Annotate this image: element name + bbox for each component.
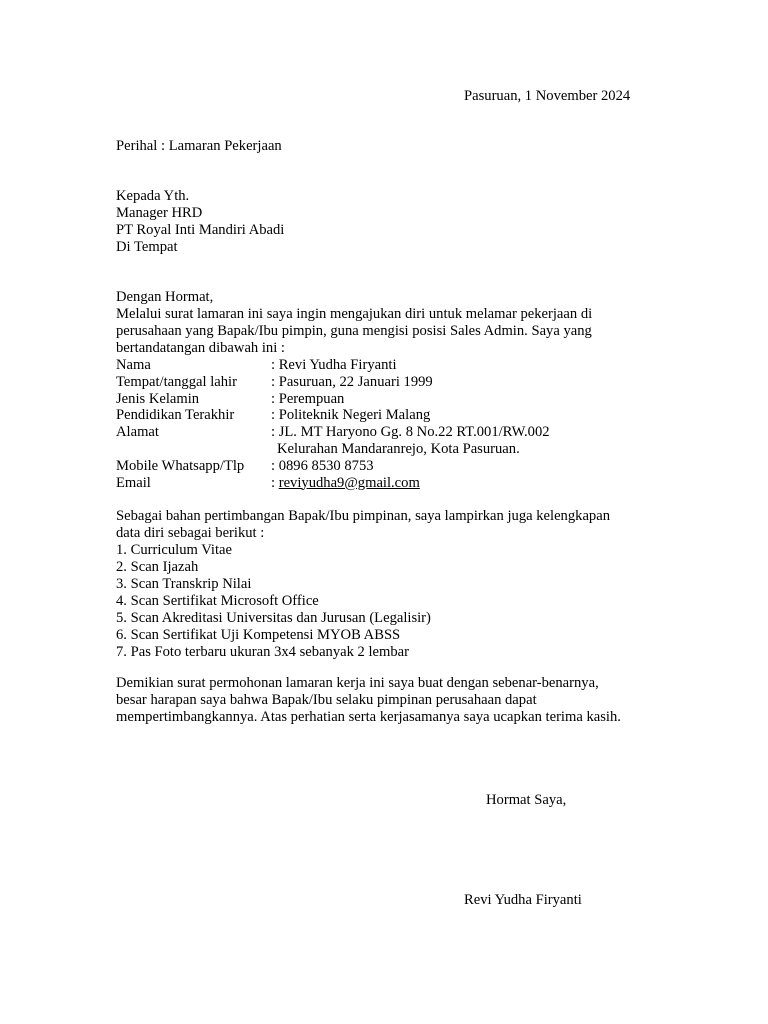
detail-value: : JL. MT Haryono Gg. 8 No.22 RT.001/RW.002 [271, 424, 550, 441]
email-link[interactable]: reviyudha9@gmail.com [278, 474, 420, 491]
recipient-block [116, 188, 284, 256]
detail-row [116, 357, 592, 374]
detail-label: Email [116, 474, 151, 491]
detail-value: Kelurahan Mandaranrejo, Kota Pasuruan. [277, 440, 520, 457]
attachment-item: 2. Scan Ijazah [116, 559, 199, 575]
detail-label: Alamat [116, 424, 159, 441]
recipient-line: PT Royal Inti Mandiri Abadi [116, 222, 285, 238]
closing-line: besar harapan saya bahwa Bapak/Ibu selaku pimpinan perusahaan dapat [116, 692, 537, 708]
detail-value: : Revi Yudha Firyanti [271, 357, 397, 373]
place-date: Pasuruan, 1 November 2024 [464, 88, 631, 104]
detail-label: Pendidikan Terakhir [116, 407, 235, 424]
detail-label: Tempat/tanggal lahir [116, 373, 237, 390]
recipient-line: Kepada Yth. [116, 188, 190, 204]
attachment-item: 1. Curriculum Vitae [116, 542, 232, 558]
detail-value: : Perempuan [271, 390, 345, 407]
attachments-intro-line: Sebagai bahan pertimbangan Bapak/Ibu pimpinan, saya lampirkan juga kelengkapan [116, 508, 610, 524]
attachment-item: 4. Scan Sertifikat Microsoft Office [116, 593, 319, 609]
attachment-item: 6. Scan Sertifikat Uji Kompetensi MYOB ABSS [116, 627, 401, 643]
recipient-line: Di Tempat [116, 239, 178, 255]
detail-label: Mobile Whatsapp/Tlp [116, 457, 245, 474]
detail-label: Jenis Kelamin [116, 390, 200, 407]
recipient-line: Manager HRD [116, 205, 203, 221]
closing-line: Demikian surat permohonan lamaran kerja ini saya buat dengan sebenar-benarnya, [116, 675, 599, 691]
detail-row [116, 424, 592, 441]
body-block [116, 289, 592, 491]
intro-line: perusahaan yang Bapak/Ibu pimpin, guna mengisi posisi Sales Admin. Saya yang [116, 323, 592, 339]
closing-block [116, 675, 621, 726]
detail-value: : Politeknik Negeri Malang [271, 407, 431, 424]
attachments-block [116, 508, 610, 661]
closing-line: mempertimbangkannya. Atas perhatian serta kerjasamanya saya ucapkan terima kasih. [116, 709, 621, 725]
detail-prefix: : [271, 474, 279, 491]
detail-row-continuation [116, 441, 592, 458]
detail-row [116, 374, 592, 391]
detail-value: : Pasuruan, 22 Januari 1999 [271, 373, 433, 390]
greeting: Dengan Hormat, [116, 289, 214, 305]
subject-line: Perihal : Lamaran Pekerjaan [116, 138, 282, 154]
detail-row [116, 407, 592, 424]
attachments-intro-line: data diri sebagai berikut : [116, 525, 265, 541]
attachment-item: 5. Scan Akreditasi Universitas dan Jurusan (Legalisir) [116, 610, 431, 626]
detail-label: Nama [116, 357, 151, 373]
signer-name: Revi Yudha Firyanti [464, 892, 582, 908]
intro-line: Melalui surat lamaran ini saya ingin mengajukan diri untuk melamar pekerjaan di [116, 306, 593, 322]
detail-row [116, 458, 592, 475]
attachment-item: 7. Pas Foto terbaru ukuran 3x4 sebanyak 2 lembar [116, 644, 410, 660]
detail-row [116, 391, 592, 408]
detail-row [116, 475, 592, 492]
intro-line: bertandatangan dibawah ini : [116, 340, 285, 356]
signoff: Hormat Saya, [486, 792, 567, 808]
detail-value: : 0896 8530 8753 [271, 457, 374, 474]
attachment-item: 3. Scan Transkrip Nilai [116, 576, 252, 592]
